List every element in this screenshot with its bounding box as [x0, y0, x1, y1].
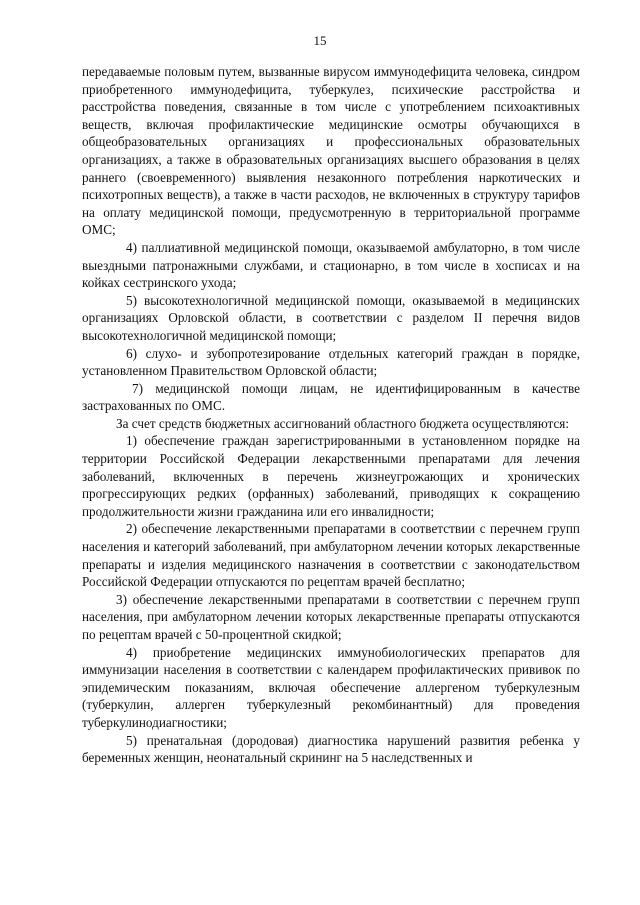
paragraph-budget-item-3: 3) обеспечение лекарственными препаратами в соответствии с перечнем групп населения, при амбулаторном лечении которых лекарственные препараты отпускаются по рецептам врачей с 50-процентной скидкой; — [82, 591, 580, 642]
page-number: 15 — [313, 33, 327, 48]
document-body — [82, 63, 580, 767]
paragraph-continuation: передаваемые половым путем, вызванные вирусом иммунодефицита человека, синдром приобретенного иммунодефицита, туберкулез, психические расстройства и расстройства поведения, связанные в том числе с употреблением психоактивных веществ, включая профилактические медицинские осмотры обучающихся в общеобразовательных организациях и профессиональных образовательных организациях, а также в образовательных организациях высшего образования в целях раннего (своевременного) выявления незаконного потребления наркотических и психотропных веществ), а также в части расходов, не включенных в структуру тарифов на оплату медицинской помощи, предусмотренную в территориальной программе ОМС; — [82, 64, 580, 238]
paragraph-regional-budget-intro: За счет средств бюджетных ассигнований областного бюджета осуществляются: — [116, 415, 570, 431]
paragraph-budget-item-4: 4) приобретение медицинских иммунобиологических препаратов для иммунизации населения в соответствии с календарем профилактических прививок по эпидемическим показаниям, включая обеспечение аллергеном туберкулезным (туберкулин, аллерген туберкулезный рекомбинантный) для проведения туберкулинодиагностики; — [82, 644, 580, 730]
paragraph-budget-item-5: 5) пренатальная (дородовая) диагностика нарушений развития ребенка у беременных женщин, неонатальный скрининг на 5 наследственных и — [82, 732, 580, 766]
paragraph-item-6: 6) слухо- и зубопротезирование отдельных категорий граждан в порядке, установленном Правительством Орловской области; — [82, 345, 580, 379]
paragraph-budget-item-2: 2) обеспечение лекарственными препаратами в соответствии с перечнем групп населения и категорий заболеваний, при амбулаторном лечении которых лекарственные препараты и изделия медицинского назначения в соответствии с законодательством Российской Федерации отпускаются по рецептам врачей бесплатно; — [82, 521, 580, 590]
paragraph-item-4: 4) паллиативной медицинской помощи, оказываемой амбулаторно, в том числе выездными патронажными службами, и стационарно, в том числе в хосписах и на койках сестринского ухода; — [82, 239, 580, 291]
paragraph-budget-item-1: 1) обеспечение граждан зарегистрированными в установленном порядке на территории Российской Федерации лекарственными препаратами для лечения заболеваний, включенных в перечень жизнеугрожающих и хронических прогрессирующих редких (орфанных) заболеваний, приводящих к сокращению продолжительности жизни гражданина или его инвалидности; — [82, 433, 580, 519]
paragraph-item-5: 5) высокотехнологичной медицинской помощи, оказываемой в медицинских организациях Орловской области, в соответствии с разделом II перечня видов высокотехнологичной медицинской помощи; — [82, 292, 580, 343]
paragraph-item-7: 7) медицинской помощи лицам, не идентифицированным в качестве застрахованных по ОМС. — [82, 380, 580, 414]
